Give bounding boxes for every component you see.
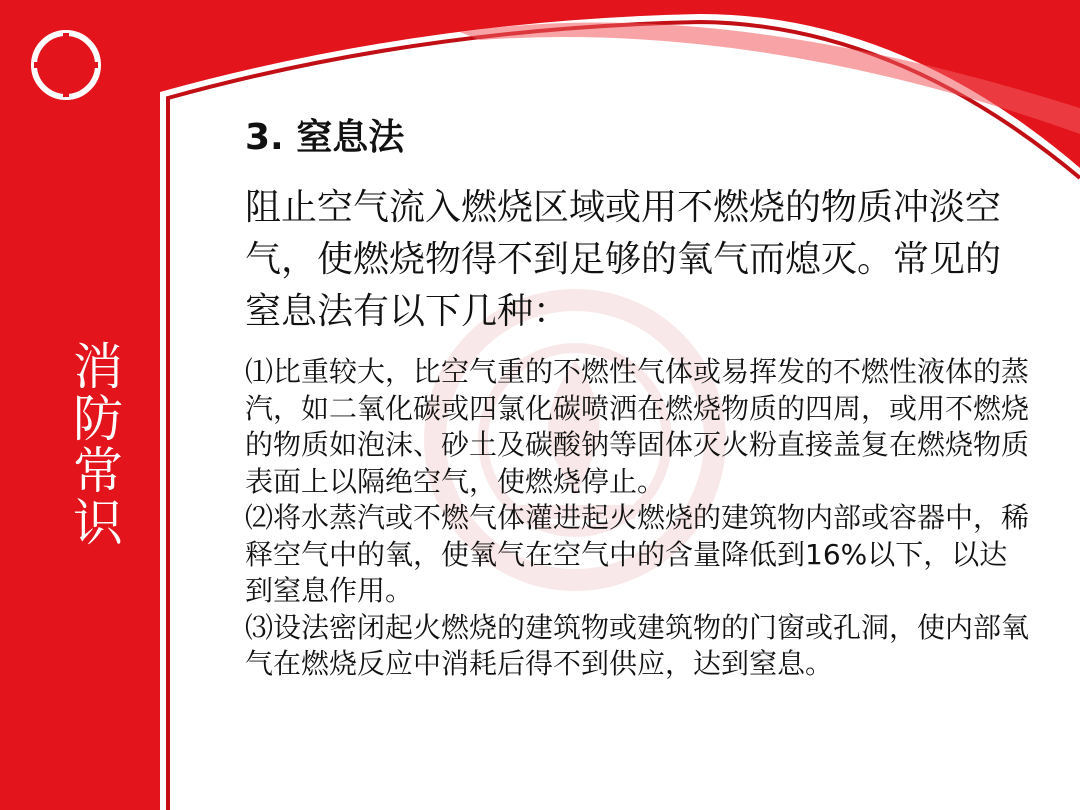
content-area bbox=[245, 114, 1045, 683]
method-item-1: ⑴比重较大，比空气重的不燃性气体或易挥发的不燃性液体的蒸汽，如二氧化碳或四氯化碳喷洒在燃烧物质的四周，或用不燃烧的物质如泡沫、砂土及碳酸钠等固体灭火粉直接盖复在燃烧物质表面上以隔绝空气，使燃烧停止。 bbox=[245, 355, 1030, 498]
ring-logo-icon bbox=[24, 26, 108, 104]
method-item-3: ⑶设法密闭起火燃烧的建筑物或建筑物的门窗或孔洞，使内部氧气在燃烧反应中消耗后得不到供应，达到窒息。 bbox=[245, 610, 1030, 680]
method-item-2: ⑵将水蒸汽或不燃气体灌进起火燃烧的建筑物内部或容器中，稀释空气中的氧，使氧气在空气中的含量降低到16%以下，以达到窒息作用。 bbox=[245, 501, 1030, 607]
section-title: 3. 窒息法 bbox=[245, 117, 405, 158]
intro-paragraph: 阻止空气流入燃烧区域或用不燃烧的物质冲淡空气，使燃烧物得不到足够的氧气而熄灭。常见的窒息法有以下几种： bbox=[245, 187, 1002, 332]
sidebar-title: 消防常识 bbox=[65, 340, 123, 548]
method-list bbox=[245, 354, 1035, 683]
